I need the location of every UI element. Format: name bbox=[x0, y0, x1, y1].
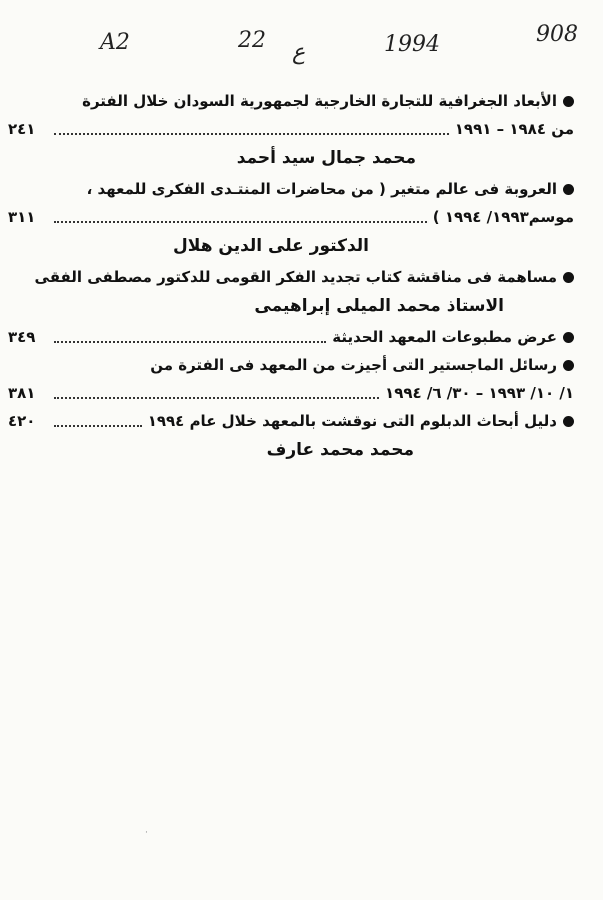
dot-leader bbox=[54, 133, 449, 135]
toc-entry-title: العروبة فى عالم متغير ( من محاضرات المنتـدى الفكرى للمعهد ، bbox=[86, 180, 557, 198]
toc-entry-2-line-1 bbox=[8, 178, 574, 200]
table-of-contents bbox=[8, 90, 574, 470]
toc-entry-title: مساهمة فى مناقشة كتاب تجديد الفكر القومى للدكتور مصطفى الفقى bbox=[34, 268, 557, 286]
toc-entry-5-line-1 bbox=[8, 354, 574, 376]
bullet-icon bbox=[563, 360, 574, 371]
bullet-icon bbox=[563, 184, 574, 195]
bullet-icon bbox=[563, 416, 574, 427]
toc-page-number: ٢٤١ bbox=[8, 120, 36, 138]
toc-entry-title-continued: من ١٩٨٤ – ١٩٩١ bbox=[454, 120, 574, 138]
toc-entry-5-line-2 bbox=[8, 382, 574, 404]
bullet-icon bbox=[563, 96, 574, 107]
handwritten-note-1: A2 bbox=[100, 30, 130, 55]
toc-entry-6-line-1 bbox=[8, 410, 574, 432]
toc-entry-title: عرض مطبوعات المعهد الحديثة bbox=[332, 328, 557, 346]
handwritten-note-5: 908 bbox=[536, 22, 578, 47]
dot-leader bbox=[54, 341, 326, 343]
toc-page-number: ٣١١ bbox=[8, 208, 36, 226]
toc-entry-title-continued: ١/ ١٠/ ١٩٩٣ – ٣٠/ ٦/ ١٩٩٤ bbox=[385, 384, 574, 402]
toc-page-number: ٤٢٠ bbox=[8, 412, 36, 430]
toc-entry-3-line-1 bbox=[8, 266, 574, 288]
toc-entry-title-continued: موسم١٩٩٣/ ١٩٩٤ ) bbox=[432, 208, 574, 226]
bullet-icon bbox=[563, 332, 574, 343]
handwritten-annotations bbox=[0, 22, 603, 72]
handwritten-note-3: ع bbox=[292, 40, 306, 65]
toc-author: الاستاذ محمد الميلى إبراهيمى bbox=[254, 296, 504, 316]
toc-entry-1-line-1 bbox=[8, 90, 574, 112]
toc-entry-title: دليل أبحاث الدبلوم التى نوقشت بالمعهد خلال عام ١٩٩٤ bbox=[147, 412, 557, 430]
dot-leader bbox=[54, 425, 142, 427]
toc-page-number bbox=[0, 266, 3, 288]
toc-page-number: ٣٤٩ bbox=[8, 328, 36, 346]
toc-author: محمد محمد عارف bbox=[266, 440, 414, 460]
handwritten-note-2: 22 bbox=[238, 28, 266, 53]
toc-entry-2-line-2 bbox=[8, 206, 574, 228]
scan-speck-icon: · bbox=[145, 828, 148, 838]
toc-entry-title: الأبعاد الجغرافية للتجارة الخارجية لجمهورية السودان خلال الفترة bbox=[82, 92, 557, 110]
bullet-icon bbox=[563, 272, 574, 283]
dot-leader bbox=[54, 397, 379, 399]
toc-entry-1-line-2 bbox=[8, 118, 574, 140]
dot-leader bbox=[54, 221, 427, 223]
toc-author: محمد جمال سيد أحمد bbox=[236, 148, 416, 168]
toc-entry-4-line-1 bbox=[8, 326, 574, 348]
toc-page-number: ٣٨١ bbox=[8, 384, 36, 402]
handwritten-note-4: 1994 bbox=[384, 32, 440, 57]
toc-entry-title: رسائل الماجستير التى أجيزت من المعهد فى الفترة من bbox=[150, 356, 557, 374]
toc-author: الدكتور على الدين هلال bbox=[173, 236, 369, 256]
